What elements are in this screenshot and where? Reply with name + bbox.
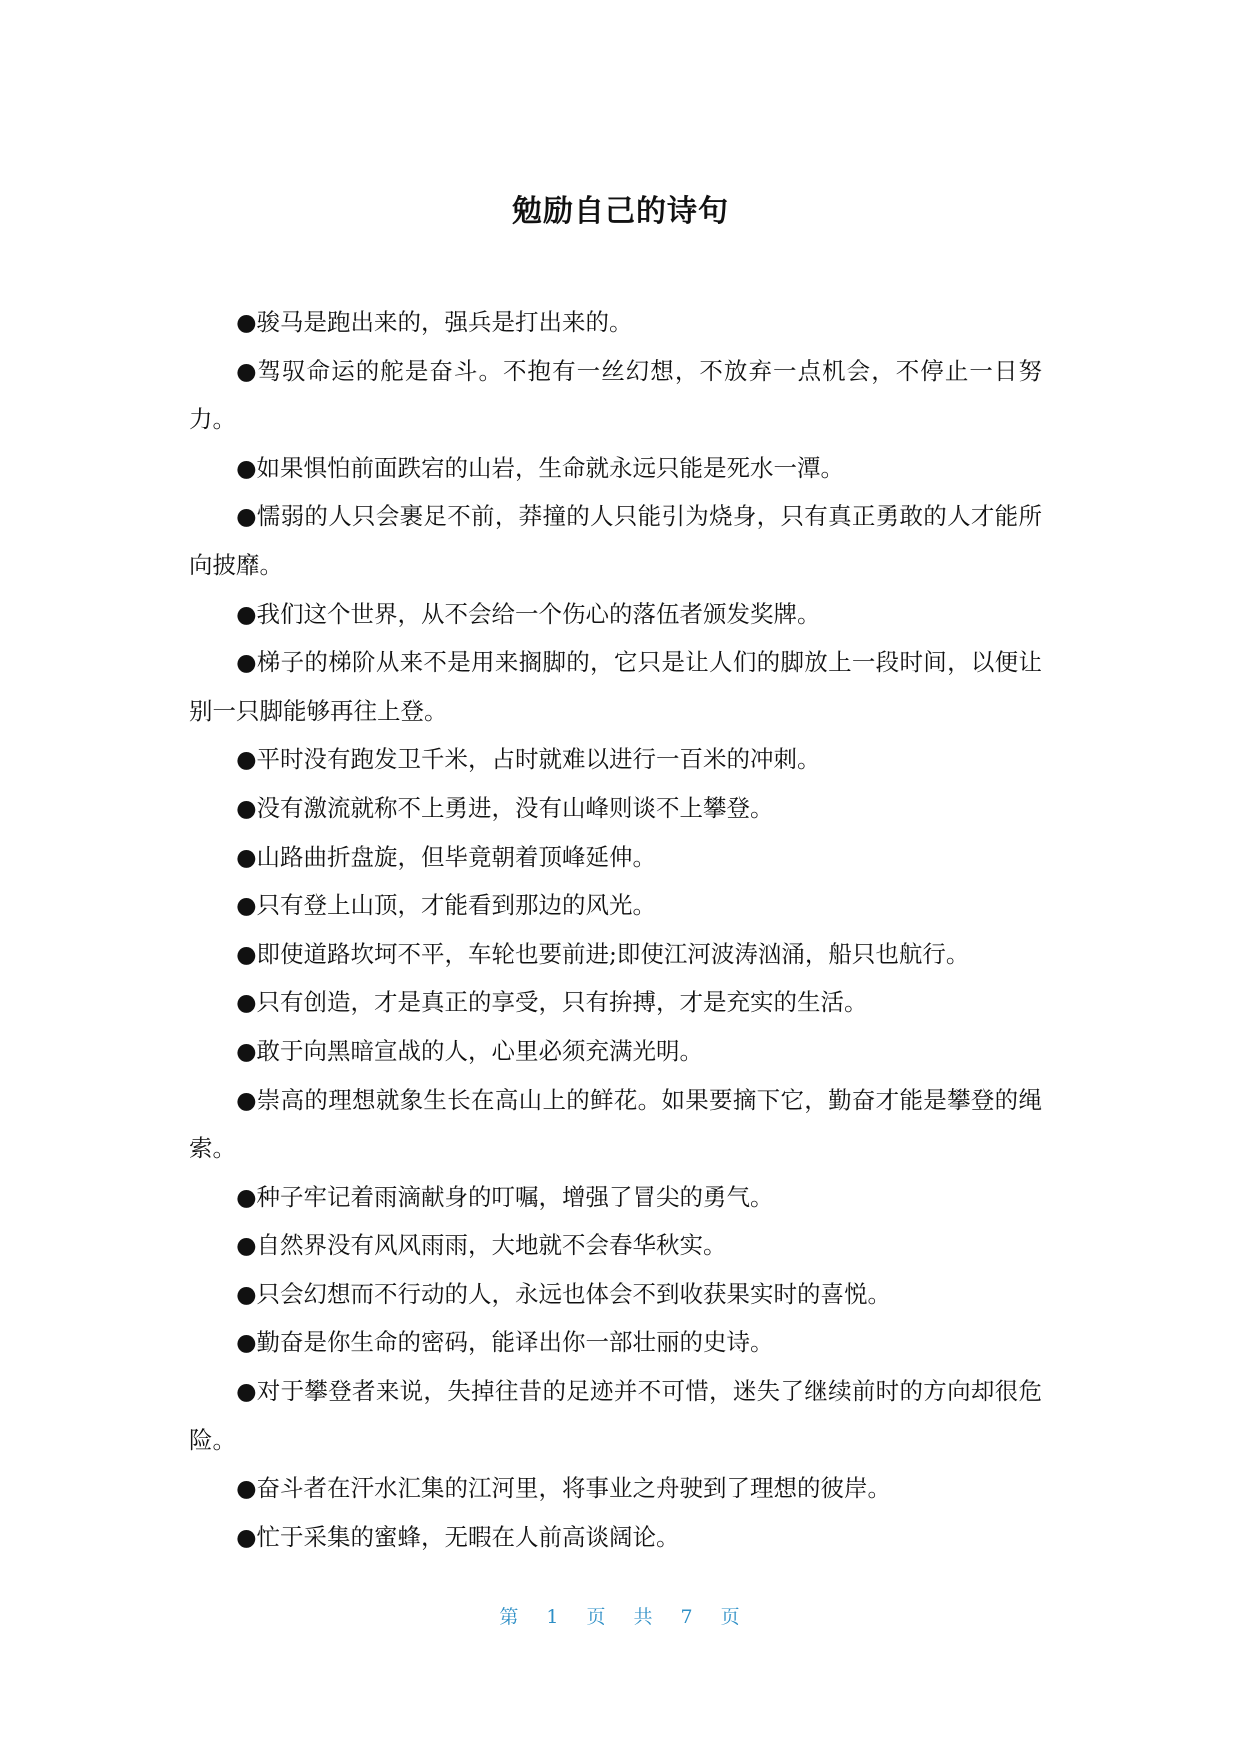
paragraph: ●奋斗者在汗水汇集的江河里，将事业之舟驶到了理想的彼岸。 bbox=[236, 1474, 892, 1503]
paragraph: ●对于攀登者来说，失掉往昔的足迹并不可惜，迷失了继续前时的方向却很危险。 bbox=[189, 1377, 1042, 1454]
paragraph: ●忙于采集的蜜蜂，无暇在人前高谈阔论。 bbox=[236, 1522, 680, 1551]
paragraph: ●梯子的梯阶从来不是用来搁脚的，它只是让人们的脚放上一段时间，以便让别一只脚能够再往上登。 bbox=[189, 648, 1042, 725]
paragraph: ●没有激流就称不上勇进，没有山峰则谈不上攀登。 bbox=[236, 793, 774, 822]
paragraph: ●懦弱的人只会裹足不前，莽撞的人只能引为烧身，只有真正勇敢的人才能所向披靡。 bbox=[189, 502, 1042, 579]
page-number-footer: 第 1 页 共 7 页 bbox=[499, 1606, 742, 1628]
paragraph: ●驾驭命运的舵是奋斗。不抱有一丝幻想，不放弃一点机会，不停止一日努力。 bbox=[189, 356, 1042, 434]
paragraph: ●崇高的理想就象生长在高山上的鲜花。如果要摘下它，勤奋才能是攀登的绳索。 bbox=[189, 1085, 1042, 1163]
paragraph: ●敢于向黑暗宣战的人，心里必须充满光明。 bbox=[236, 1036, 704, 1065]
paragraph: ●只有登上山顶，才能看到那边的风光。 bbox=[236, 891, 657, 920]
paragraph: ●即使道路坎坷不平，车轮也要前进;即使江河波涛汹涌，船只也航行。 bbox=[236, 939, 970, 968]
paragraph: ●只有创造，才是真正的享受，只有拚搏，才是充实的生活。 bbox=[236, 988, 868, 1017]
document-body bbox=[189, 298, 1042, 1561]
paragraph: ●勤奋是你生命的密码，能译出你一部壮丽的史诗。 bbox=[236, 1328, 774, 1357]
paragraph: ●只会幻想而不行动的人，永远也体会不到收获果实时的喜悦。 bbox=[236, 1279, 892, 1308]
paragraph: ●如果惧怕前面跌宕的山岩，生命就永远只能是死水一潭。 bbox=[236, 453, 845, 482]
document-title: 勉励自己的诗句 bbox=[512, 194, 729, 229]
paragraph: ●我们这个世界，从不会给一个伤心的落伍者颁发奖牌。 bbox=[236, 599, 821, 628]
paragraph: ●骏马是跑出来的，强兵是打出来的。 bbox=[236, 308, 633, 336]
paragraph: ●种子牢记着雨滴献身的叮嘱，增强了冒尖的勇气。 bbox=[236, 1182, 774, 1211]
paragraph: ●平时没有跑发卫千米，占时就难以进行一百米的冲刺。 bbox=[236, 745, 821, 774]
paragraph: ●自然界没有风风雨雨，大地就不会春华秋实。 bbox=[236, 1231, 727, 1260]
paragraph: ●山路曲折盘旋，但毕竟朝着顶峰延伸。 bbox=[236, 842, 657, 871]
